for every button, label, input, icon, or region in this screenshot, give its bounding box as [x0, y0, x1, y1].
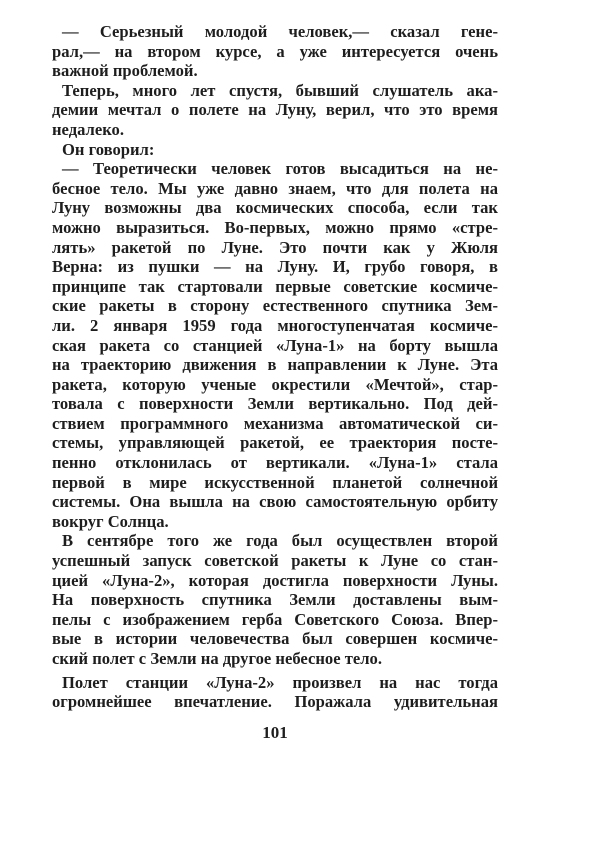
- text-line: системы. Она вышла на свою самостоятельную орбиту: [52, 492, 498, 512]
- text-line: успешный запуск советской ракеты к Луне со стан-: [52, 551, 498, 571]
- text-line: принципе так стартовали первые советские космиче-: [52, 276, 498, 296]
- text-line: — Теоретически человек готов высадиться на не-: [62, 159, 498, 179]
- text-line: На поверхность спутника Земли доставлены вым-: [52, 590, 498, 610]
- text-line: пенно отклонилась от вертикали. «Луна-1» стала: [52, 453, 498, 473]
- text-line: В сентябре того же года был осуществлен второй: [62, 531, 498, 551]
- text-line: Луну возможны два космических способа, если так: [52, 198, 498, 218]
- text-line: Теперь, много лет спустя, бывший слушатель ака-: [62, 80, 498, 100]
- text-line: — Серьезный молодой человек,— сказал гене-: [62, 22, 498, 41]
- body-text: [52, 22, 498, 712]
- text-line: цией «Луна-2», которая достигла поверхности Луны.: [52, 570, 498, 590]
- text-line: Верна: из пушки — на Луну. И, грубо говоря, в: [52, 257, 498, 277]
- text-line: вые в истории человечества был совершен космиче-: [52, 629, 498, 649]
- text-line: Полет станции «Луна-2» произвел на нас тогда: [62, 672, 498, 692]
- text-line: ли. 2 января 1959 года многоступенчатая космиче-: [52, 315, 498, 335]
- text-line: пелы с изображением герба Советского Союза. Впер-: [52, 609, 498, 629]
- text-line: недалеко.: [52, 119, 125, 139]
- text-line: ский полет с Земли на другое небесное тело.: [52, 649, 382, 668]
- text-line: бесное тело. Мы уже давно знаем, что для полета на: [52, 178, 498, 198]
- text-line: демии мечтал о полете на Луну, верил, что это время: [52, 100, 498, 120]
- text-line: огромнейшее впечатление. Поражала удивительная: [52, 692, 498, 712]
- text-line: на траекторию движения в направлении к Луне. Эта: [52, 355, 498, 375]
- text-line: важной проблемой.: [52, 61, 198, 81]
- text-line: рал,— на втором курсе, а уже интересуется очень: [52, 41, 498, 61]
- text-line: лять» ракетой по Луне. Это почти как у Жюля: [52, 237, 498, 257]
- text-line: ракета, которую ученые окрестили «Мечтой», стар-: [52, 374, 498, 394]
- text-line: ские ракеты в сторону естественного спутника Зем-: [52, 296, 498, 316]
- text-line: стемы, управляющей ракетой, ее траектория посте-: [52, 433, 498, 453]
- page-number: 101: [262, 723, 288, 742]
- text-line: Он говорил:: [62, 139, 155, 159]
- text-line: товала с поверхности Земли вертикально. Под дей-: [52, 394, 498, 414]
- text-line: вокруг Солнца.: [52, 511, 169, 531]
- text-line: первой в мире искусственной планетой солнечной: [52, 472, 498, 492]
- text-line: ствием программного механизма автоматической си-: [52, 413, 498, 433]
- text-line: можно выразиться. Во-первых, можно прямо «стре-: [52, 217, 498, 237]
- text-line: ская ракета со станцией «Луна-1» на борту вышла: [52, 335, 498, 355]
